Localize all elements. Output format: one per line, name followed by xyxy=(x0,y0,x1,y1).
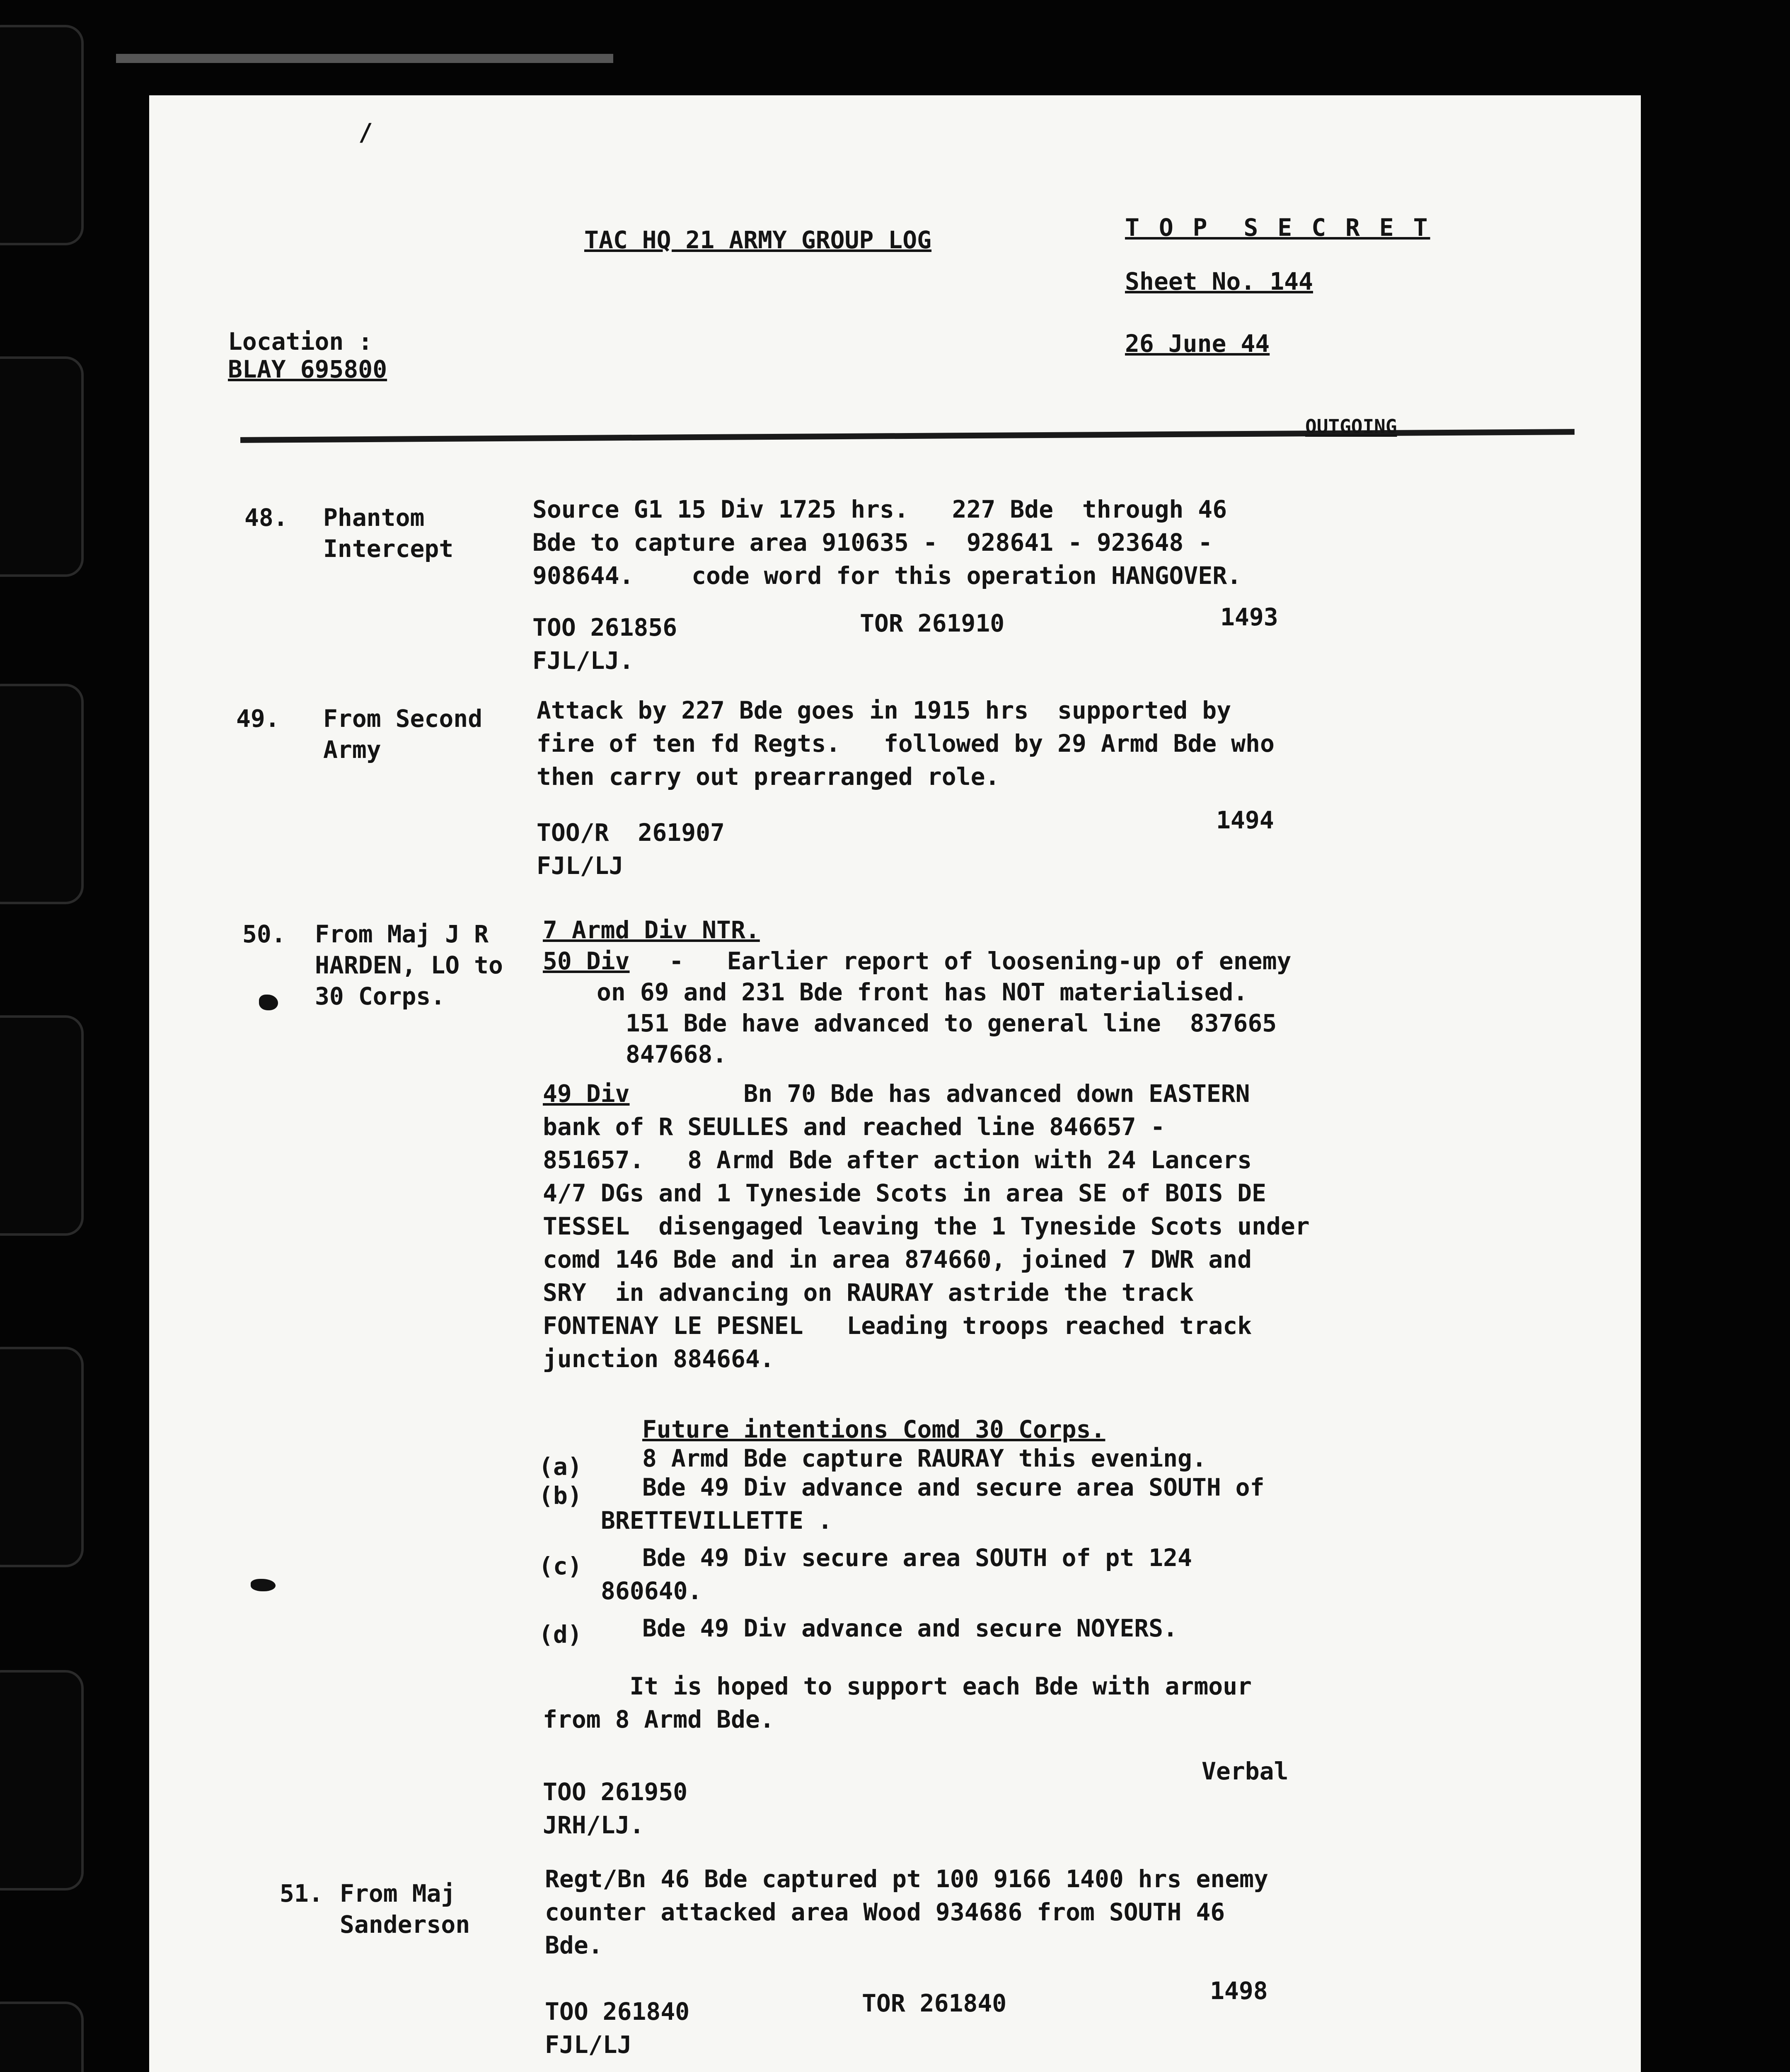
message-line: counter attacked area Wood 934686 from SOUTH 46 xyxy=(545,1898,1225,1926)
reference-number: 1494 xyxy=(1216,806,1274,834)
initials: FJL/LJ. xyxy=(532,646,634,675)
message-line: then carry out prearranged role. xyxy=(537,762,1000,791)
entry-from: From Second xyxy=(323,704,483,733)
message-line: It is hoped to support each Bde with armour xyxy=(543,1672,1252,1700)
initials: JRH/LJ. xyxy=(543,1811,644,1839)
message-line: 847668. xyxy=(597,1040,727,1068)
too-stamp: TOO 261856 xyxy=(532,613,677,641)
pencil-tick: / xyxy=(358,118,373,146)
message-line: Bn 70 Bde has advanced down EASTERN xyxy=(642,1080,1250,1108)
too-stamp: TOO 261950 xyxy=(543,1778,688,1806)
sprocket-hole xyxy=(0,684,84,904)
intention-line: Bde 49 Div advance and secure area SOUTH of xyxy=(642,1473,1265,1501)
message-line: TESSEL disengaged leaving the 1 Tyneside Scots under xyxy=(543,1212,1310,1240)
message-line: 4/7 DGs and 1 Tyneside Scots in area SE of BOIS DE xyxy=(543,1179,1266,1207)
message-line: Source G1 15 Div 1725 hrs. 227 Bde through 46 xyxy=(532,495,1227,523)
sprocket-hole xyxy=(0,2002,84,2072)
outgoing-stamp: OUTGOING xyxy=(1305,415,1397,438)
division-heading: 7 Armd Div NTR. xyxy=(543,916,760,944)
log-sheet xyxy=(149,95,1641,2072)
entry-number: 51. xyxy=(280,1879,323,1907)
tor-stamp: TOR 261840 xyxy=(862,1989,1007,2017)
ink-blot xyxy=(251,1579,276,1591)
entry-from: 30 Corps. xyxy=(315,982,445,1010)
intention-line: Bde 49 Div advance and secure NOYERS. xyxy=(642,1614,1178,1642)
entry-from: Army xyxy=(323,736,381,764)
message-line: Regt/Bn 46 Bde captured pt 100 9166 1400 hrs enemy xyxy=(545,1865,1268,1893)
message-line: from 8 Armd Bde. xyxy=(543,1705,774,1733)
reference-number: 1493 xyxy=(1220,603,1278,631)
message-line: 908644. code word for this operation HANGOVER. xyxy=(532,562,1242,590)
entry-number: 50. xyxy=(242,920,286,948)
entry-from: From Maj J R xyxy=(315,920,489,948)
entry-from: Intercept xyxy=(323,535,454,563)
sprocket-hole xyxy=(0,25,84,245)
entry-number: 48. xyxy=(244,503,288,532)
intention-key: (b) xyxy=(539,1481,582,1510)
message-line: Bde to capture area 910635 - 928641 - 923648 - xyxy=(532,528,1213,557)
entry-number: 49. xyxy=(236,704,280,733)
intentions-heading: Future intentions Comd 30 Corps. xyxy=(642,1415,1105,1443)
location-label: Location : xyxy=(228,327,373,356)
location-value: BLAY 695800 xyxy=(228,355,387,383)
reference-label: Verbal xyxy=(1202,1757,1289,1785)
tor-stamp: TOR 261910 xyxy=(860,609,1005,637)
sprocket-hole xyxy=(0,356,84,577)
message-line: SRY in advancing on RAURAY astride the track xyxy=(543,1278,1194,1307)
message-line: Bde. xyxy=(545,1931,603,1959)
log-title: TAC HQ 21 ARMY GROUP LOG xyxy=(584,226,932,254)
message-line: fire of ten fd Regts. followed by 29 Armd Bde who xyxy=(537,729,1275,758)
too-stamp: TOO/R 261907 xyxy=(537,818,725,847)
message-line: comd 146 Bde and in area 874660, joined 7 DWR and xyxy=(543,1245,1252,1273)
message-line: FONTENAY LE PESNEL Leading troops reached track xyxy=(543,1312,1252,1340)
message-line: - Earlier report of loosening-up of enemy xyxy=(655,947,1292,975)
intention-line: 8 Armd Bde capture RAURAY this evening. xyxy=(642,1444,1207,1472)
initials: FJL/LJ xyxy=(545,2031,632,2059)
ink-blot xyxy=(259,995,278,1010)
intention-key: (d) xyxy=(539,1620,582,1648)
entry-from: Phantom xyxy=(323,503,425,532)
too-stamp: TOO 261840 xyxy=(545,1997,690,2026)
intention-line: 860640. xyxy=(601,1577,702,1605)
message-line: 851657. 8 Armd Bde after action with 24 Lancers xyxy=(543,1146,1252,1174)
division-label-49: 49 Div xyxy=(543,1080,630,1108)
film-edge-strip xyxy=(116,54,613,63)
initials: FJL/LJ xyxy=(537,852,624,880)
message-line: 151 Bde have advanced to general line 837665 xyxy=(597,1009,1277,1037)
entry-from: HARDEN, LO to xyxy=(315,951,503,979)
message-line: bank of R SEULLES and reached line 846657 - xyxy=(543,1113,1165,1141)
reference-number: 1498 xyxy=(1210,1977,1268,2005)
sprocket-hole xyxy=(0,1015,84,1236)
division-label-50: 50 Div xyxy=(543,947,630,975)
message-line: on 69 and 231 Bde front has NOT materialised. xyxy=(597,978,1248,1006)
entry-from: From Maj xyxy=(340,1879,456,1907)
sprocket-hole xyxy=(0,1670,84,1890)
intention-key: (a) xyxy=(539,1452,582,1481)
sheet-number: Sheet No. 144 xyxy=(1125,267,1313,295)
intention-key: (c) xyxy=(539,1552,582,1580)
sheet-date: 26 June 44 xyxy=(1125,329,1270,358)
intention-line: BRETTEVILLETTE . xyxy=(601,1506,832,1535)
classification: T O P S E C R E T xyxy=(1125,213,1430,242)
intention-line: Bde 49 Div secure area SOUTH of pt 124 xyxy=(642,1544,1192,1572)
message-line: Attack by 227 Bde goes in 1915 hrs supported by xyxy=(537,696,1231,724)
sprocket-hole xyxy=(0,1347,84,1567)
entry-from: Sanderson xyxy=(340,1910,470,1939)
message-line: junction 884664. xyxy=(543,1345,774,1373)
